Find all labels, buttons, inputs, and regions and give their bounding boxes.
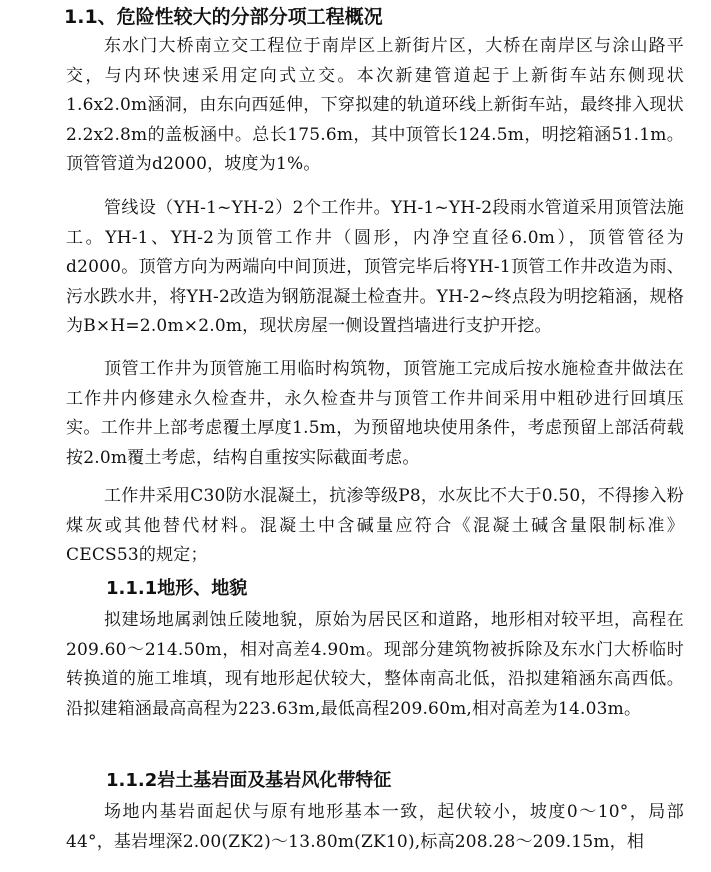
- subsection-heading-terrain: 1.1.1地形、地貌: [106, 578, 248, 599]
- paragraph-shaft-structure: 顶管工作井为顶管施工用临时构筑物，顶管施工完成后按水施检查井做法在工作井内修建永久检查井，永久检查井与顶管工作井间采用中粗砂进行回填压实。工作井上部考虑覆土厚度1.5m，为预留地块使用条件，考虑预留上部活荷载按2.0m覆土考虑，结构自重按实际截面考虑。: [66, 359, 684, 468]
- paragraph-work-shafts: 管线设（YH-1~YH-2）2个工作井。YH-1~YH-2段雨水管道采用顶管法施工。YH-1、YH-2为顶管工作井（圆形，内净空直径6.0m），顶管管径为d2000。顶管方向为两端向中间顶进，顶管完毕后将YH-1顶管工作井改造为雨、污水跌水井，将YH-2改造为钢筋混凝土检查井。YH-2~终点段为明挖箱涵，规格为B×H=2.0m×2.0m，现状房屋一侧设置挡墙进行支护开挖。: [66, 198, 684, 337]
- paragraph-bedrock: 场地内基岩面起伏与原有地形基本一致，起伏较小，坡度0～10°，局部44°，基岩埋深2.00(ZK2)～13.80m(ZK10),标高208.28～209.15m，相: [66, 802, 684, 852]
- paragraph-project-overview: 东水门大桥南立交工程位于南岸区上新街片区，大桥在南岸区与涂山路平交，与内环快速采用定向式立交。本次新建管道起于上新街车站东侧现状1.6x2.0m涵洞，由东向西延伸，下穿拟建的轨道环线上新街车站，最终排入现状2.2x2.8m的盖板涵中。总长175.6m，其中顶管长124.5m，明挖箱涵51.1m。顶管管道为d2000，坡度为1%。: [66, 36, 684, 175]
- subsection-heading-bedrock: 1.1.2岩土基岩面及基岩风化带特征: [106, 770, 392, 791]
- paragraph-concrete-spec: 工作井采用C30防水混凝土，抗渗等级P8，水灰比不大于0.50，不得掺入粉煤灰或其他替代材料。混凝土中含碱量应符合《混凝土碱含量限制标准》CECS53的规定；: [66, 486, 684, 566]
- section-heading: 1.1、危险性较大的分部分项工程概况: [64, 6, 383, 28]
- paragraph-terrain: 拟建场地属剥蚀丘陵地貌，原始为居民区和道路，地形相对较平坦，高程在209.60～214.50m，相对高差4.90m。现部分建筑物被拆除及东水门大桥临时转换道的施工堆填，现有地形起伏较大，整体南高北低，沿拟建箱涵东高西低。沿拟建箱涵最高高程为223.63m,最低高程209.60m,相对高差为14.03m。: [66, 610, 684, 719]
